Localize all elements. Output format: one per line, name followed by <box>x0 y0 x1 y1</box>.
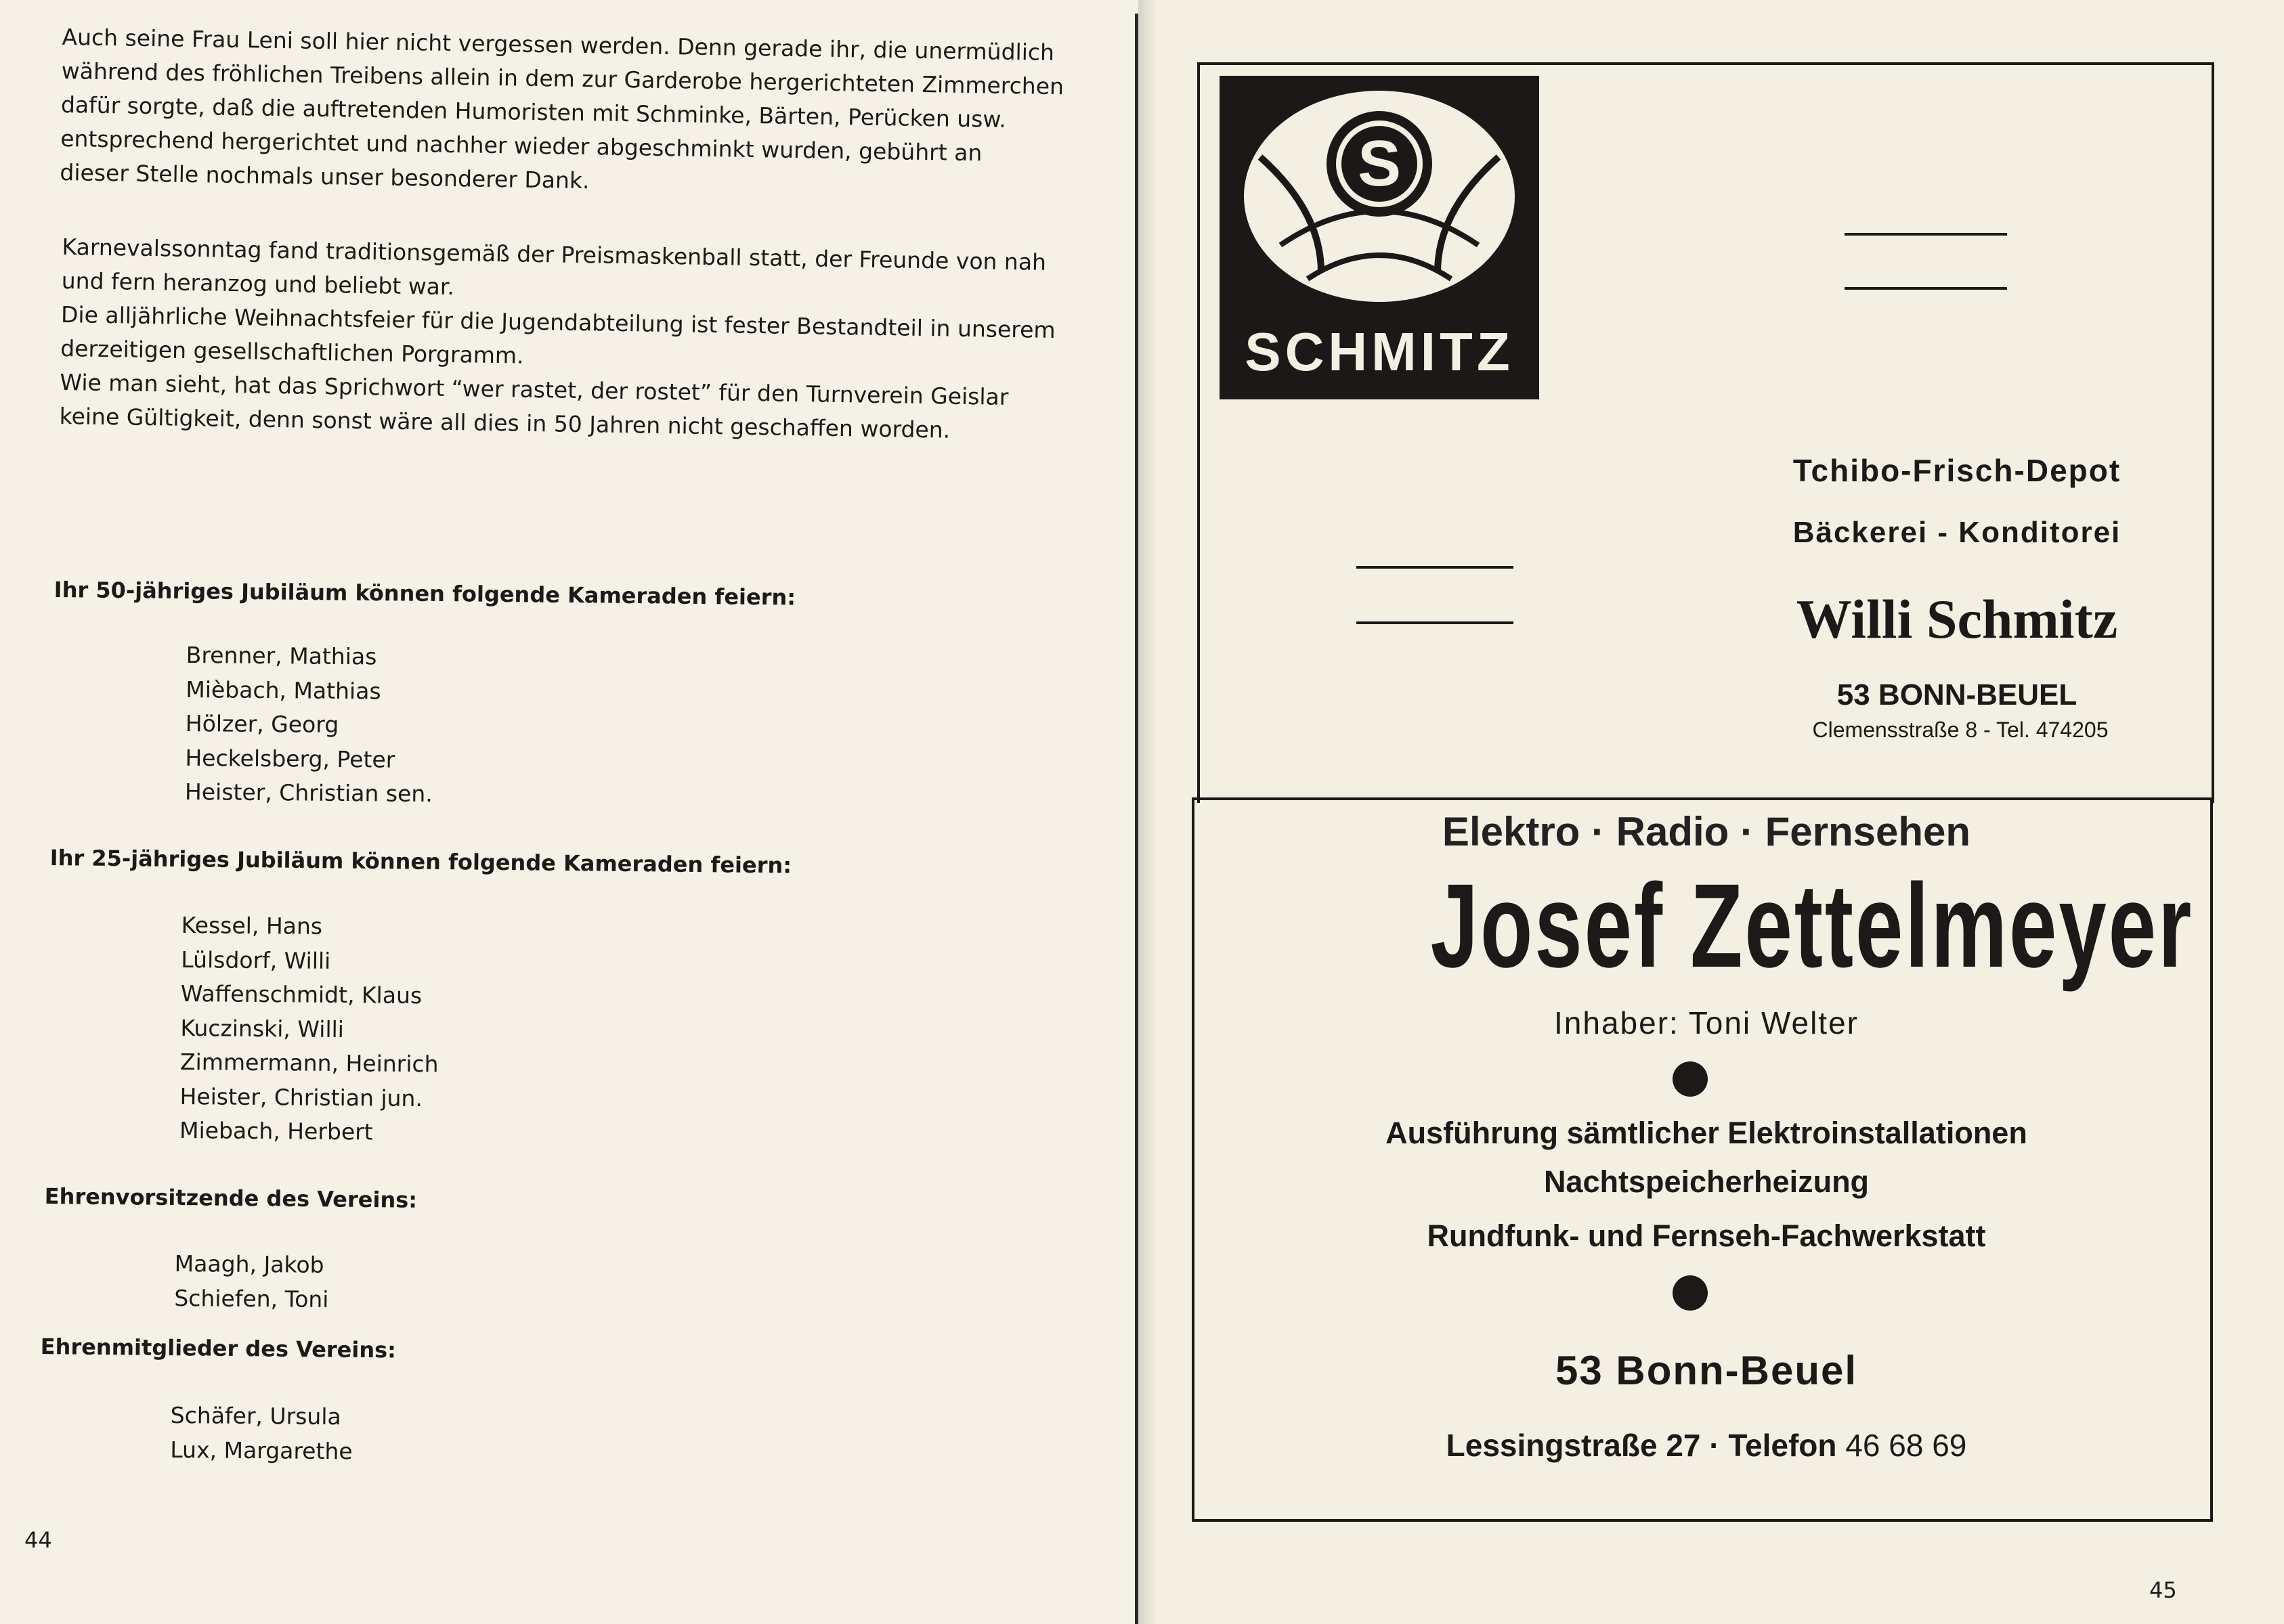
text-line: Die alljährliche Weihnachtsfeier für die Jugendabteilung ist fester Bestandteil in unserem <box>60 301 1056 344</box>
text-line: und fern heranzog und beliebt war. <box>61 267 455 301</box>
text-line: keine Gültigkeit, denn sonst wäre all dies in 50 Jahren nicht geschaffen worden. <box>59 402 951 443</box>
zettelmeyer-name: Josef Zettelmeyer <box>1430 860 2194 992</box>
list-item: Zimmermann, Heinrich <box>179 1048 439 1078</box>
text-line: Auch seine Frau Leni soll hier nicht vergessen werden. Denn gerade ihr, die unermüdlich <box>62 23 1055 66</box>
list-item: Maagh, Jakob <box>174 1250 324 1278</box>
service-installations: Ausführung sämtlicher Elektroinstallationen <box>1385 1116 2027 1150</box>
list-item: Kessel, Hans <box>181 911 323 940</box>
page-number-left: 44 <box>24 1527 52 1553</box>
list-item: Brenner, Mathias <box>186 641 377 670</box>
binding-line <box>1135 14 1138 1624</box>
text-line: während des fröhlichen Treibens allein in dem zur Garderobe hergerichteten Zimmerchen <box>61 57 1064 100</box>
ornament-rule <box>1845 233 2007 236</box>
list-item: Schiefen, Toni <box>174 1284 329 1313</box>
bullet-dot-icon <box>1673 1275 1708 1311</box>
intro-paragraph <box>60 20 1119 206</box>
schmitz-address: Clemensstraße 8 - Tel. 474205 <box>1812 718 2109 742</box>
list-item: Hölzer, Georg <box>185 709 339 738</box>
baeckerei-text: Bäckerei - Konditorei <box>1792 516 2121 549</box>
page-number-right: 45 <box>2149 1577 2177 1603</box>
coffee-bean-logo-icon <box>1220 76 1539 320</box>
logo-letter: S <box>1357 127 1402 200</box>
bullet-dot-icon <box>1673 1061 1708 1097</box>
list-item: Mièbach, Mathias <box>186 676 381 705</box>
jubilee50-list <box>185 638 434 812</box>
text-line: derzeitigen gesellschaftlichen Porgramm. <box>60 334 524 369</box>
owner-text: Inhaber: Toni Welter <box>1554 1005 1859 1040</box>
list-item: Lülsdorf, Willi <box>181 946 331 974</box>
list-item: Heister, Christian jun. <box>179 1082 423 1112</box>
text-line: Wie man sieht, hat das Sprichwort “wer rastet, der rostet” für den Turnverein Geislar <box>60 368 1009 410</box>
tchibo-depot-text: Tchibo-Frisch-Depot <box>1792 453 2121 488</box>
ornament-rule <box>1356 621 1513 624</box>
street-text: Lessingstraße 27 · Telefon <box>1446 1428 1837 1463</box>
willi-schmitz-name: Willi Schmitz <box>1796 588 2118 650</box>
list-item: Lux, Margarethe <box>170 1436 353 1464</box>
zettelmeyer-address <box>1287 1427 2126 1464</box>
services-header: Elektro · Radio · Fernsehen <box>1442 809 1971 854</box>
jubilee50-heading: Ihr 50-jähriges Jubiläum können folgende Kameraden feiern: <box>53 577 796 611</box>
logo-brand-text: SCHMITZ <box>1245 322 1514 382</box>
schmitz-city: 53 BONN-BEUEL <box>1836 678 2077 711</box>
schmitz-logo <box>1220 76 1539 399</box>
ornament-rule <box>1356 566 1513 569</box>
jubilee25-heading: Ihr 25-jähriges Jubiläum können folgende Kameraden feiern: <box>49 845 792 879</box>
list-item: Heckelsberg, Peter <box>185 744 395 773</box>
list-item: Miebach, Herbert <box>179 1116 373 1145</box>
phone-number: 46 68 69 <box>1845 1428 1967 1463</box>
honorary-members-heading: Ehrenmitglieder des Vereins: <box>40 1334 397 1363</box>
jubilee25-list <box>179 908 440 1150</box>
text-line: Karnevalssonntag fand traditionsgemäß der Preismaskenball statt, der Freunde von nah <box>62 233 1047 276</box>
service-workshop: Rundfunk- und Fernseh-Fachwerkstatt <box>1427 1219 1986 1253</box>
karneval-paragraph <box>59 230 1119 449</box>
service-heating: Nachtspeicherheizung <box>1543 1164 1870 1199</box>
text-line: entsprechend hergerichtet und nachher wieder abgeschminkt wurden, gebührt an <box>60 125 983 167</box>
text-line: dafür sorgte, daß die auftretenden Humoristen mit Schminke, Bärten, Perücken usw. <box>60 91 1007 133</box>
list-item: Schäfer, Ursula <box>170 1401 341 1430</box>
list-item: Heister, Christian sen. <box>184 778 433 808</box>
ornament-rule <box>1845 287 2007 290</box>
honorary-chair-list <box>174 1247 329 1317</box>
text-line: dieser Stelle nochmals unser besonderer Dank. <box>60 158 590 194</box>
zettelmeyer-city: 53 Bonn-Beuel <box>1555 1348 1858 1393</box>
binding-shadow <box>1138 0 1157 1624</box>
list-item: Kuczinski, Willi <box>180 1014 345 1043</box>
honorary-members-list <box>170 1399 353 1468</box>
honorary-chair-heading: Ehrenvorsitzende des Vereins: <box>44 1183 418 1213</box>
list-item: Waffenschmidt, Klaus <box>180 980 423 1009</box>
